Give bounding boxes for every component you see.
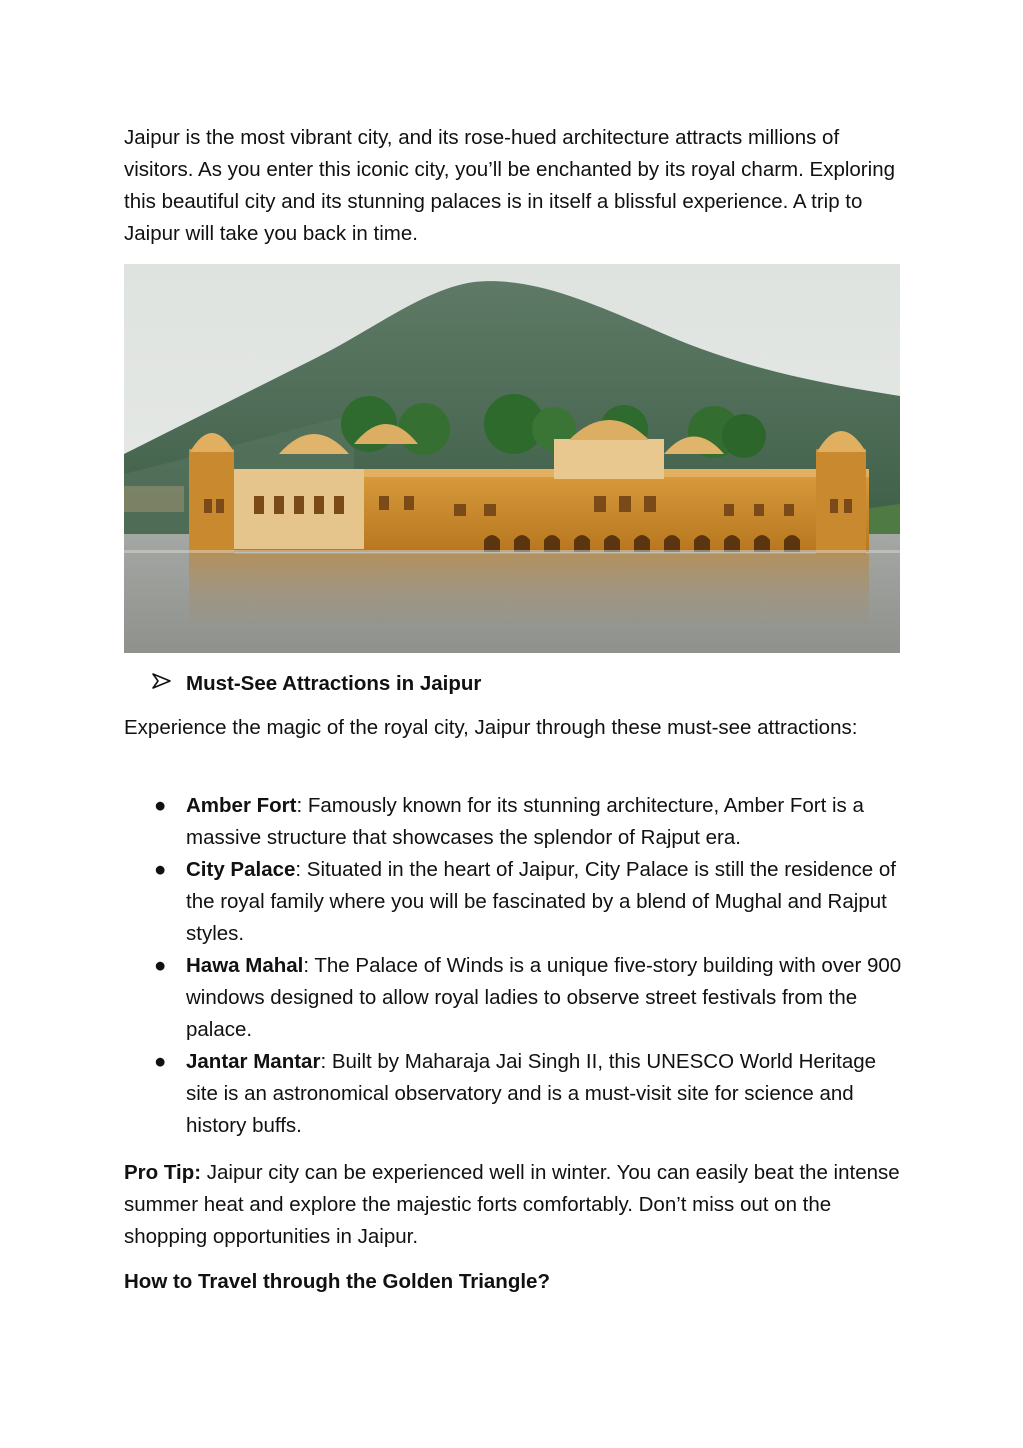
- arrow-bullet-icon: [152, 668, 176, 700]
- jal-mahal-photo: [124, 264, 900, 653]
- list-item: [124, 790, 904, 854]
- disc-bullet-icon: ●: [154, 794, 167, 817]
- disc-bullet-icon: ●: [154, 858, 167, 881]
- attraction-name: Jantar Mantar: [186, 1050, 321, 1073]
- disc-bullet-icon: ●: [154, 954, 167, 977]
- list-item: [124, 950, 904, 1046]
- attraction-description: : Famously known for its stunning architecture, Amber Fort is a massive structure that showcases the splendor of Rajput era.: [186, 794, 864, 849]
- attraction-description: : Built by Maharaja Jai Singh II, this UNESCO World Heritage site is an astronomical observatory and is a must-visit site for science and history buffs.: [186, 1050, 877, 1137]
- pro-tip-paragraph: [124, 1157, 904, 1253]
- attraction-name: Amber Fort: [186, 794, 297, 817]
- attraction-name: Hawa Mahal: [186, 954, 304, 977]
- attraction-description: : Situated in the heart of Jaipur, City Palace is still the residence of the royal family where you will be fascinated by a blend of Mughal and Rajput styles.: [186, 858, 896, 945]
- golden-triangle-heading: How to Travel through the Golden Triangle?: [124, 1270, 550, 1293]
- pro-tip-text: Jaipur city can be experienced well in winter. You can easily beat the intense summer heat and explore the majestic forts comfortably. Don’t miss out on the shopping opportunities in Jaipur.: [124, 1161, 900, 1248]
- attractions-heading: [152, 668, 481, 700]
- attractions-lead: Experience the magic of the royal city, Jaipur through these must-see attractions:: [124, 716, 858, 739]
- attractions-heading-text: Must-See Attractions in Jaipur: [186, 672, 482, 695]
- intro-paragraph: Jaipur is the most vibrant city, and its rose-hued architecture attracts millions of visitors. As you enter this iconic city, you’ll be enchanted by its royal charm. Exploring this beautiful city and its stunning palaces is in itself a blissful experience. A trip to Jaipur will take you back in time.: [124, 126, 895, 245]
- list-item: [124, 854, 904, 950]
- attraction-name: City Palace: [186, 858, 296, 881]
- attraction-description: : The Palace of Winds is a unique five-story building with over 900 windows designed to allow royal ladies to observe street festivals from the palace.: [186, 954, 902, 1041]
- list-item: [124, 1046, 904, 1142]
- disc-bullet-icon: ●: [154, 1050, 167, 1073]
- attractions-list: [124, 790, 904, 1142]
- pro-tip-label: Pro Tip:: [124, 1161, 202, 1184]
